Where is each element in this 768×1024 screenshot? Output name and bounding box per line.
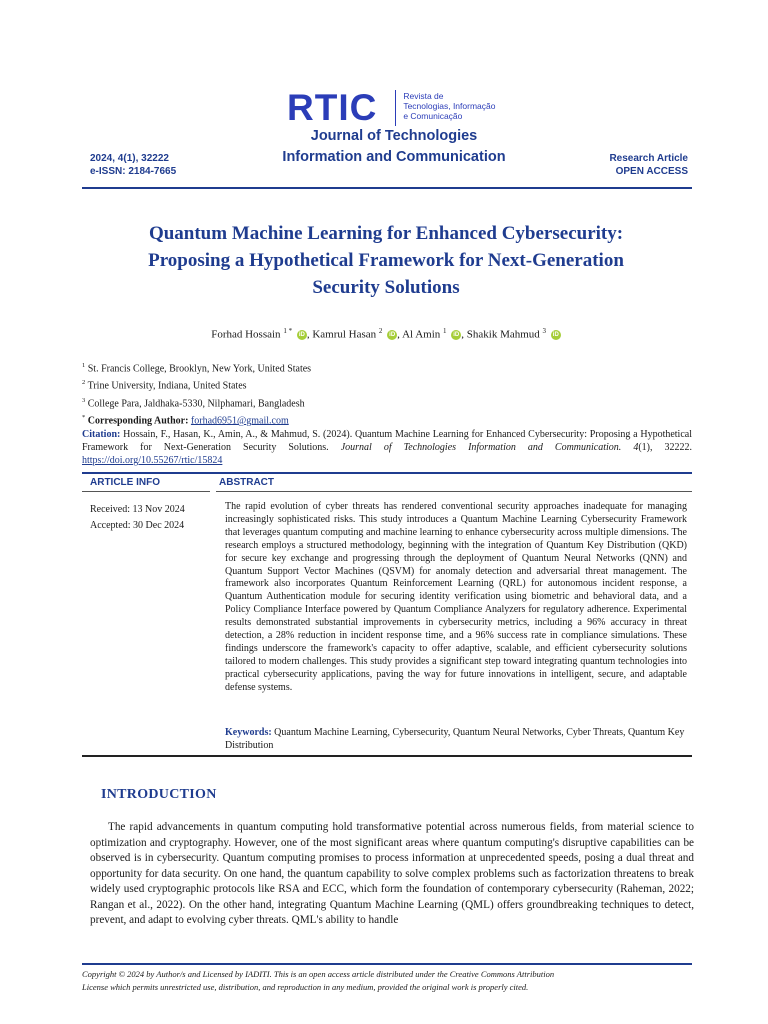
keywords <box>225 726 687 752</box>
logo-divider <box>395 90 396 126</box>
article-dates <box>90 502 185 534</box>
introduction-paragraph: The rapid advancements in quantum computing hold transformative potential across numerous fields, from material science to optimization and cryptography. However, one of the most significant areas where quantum computing's disruptive capabilities can be observed is in cybersecurity. Quantum computing promises to process information at unprecedented speeds, posing a dual threat and opportunity for data security. On one hand, the quantum capability to solve complex problems such as factorization threatens to break widely used cryptographic protocols like RSA and ECC, which form the foundation of contemporary cybersecurity (Raheman, 2022; Rangan et al., 2022). On the other hand, integrating Quantum Machine Learning (QML) offers groundbreaking techniques to detect, prevent, and adapt to evolving cyber threats. QML's ability to handle <box>90 821 694 926</box>
keywords-label: Keywords: <box>225 727 272 738</box>
citation-issue: (1), 32222. <box>638 442 692 453</box>
logo-tagline-line: Tecnologias, Informação <box>403 101 496 111</box>
journal-title-line: Journal of Technologies <box>310 128 478 144</box>
affiliation-marker: 2 <box>82 379 86 387</box>
footer-rule <box>82 963 692 965</box>
affiliation-item <box>82 376 311 393</box>
corresponding-marker: * <box>82 413 86 421</box>
header-rule <box>82 187 692 189</box>
journal-header <box>82 84 690 184</box>
copyright-notice <box>82 968 692 994</box>
title-line: Proposing a Hypothetical Framework for Next-Generation <box>148 250 624 271</box>
citation-label: Citation: <box>82 429 121 440</box>
corresponding-email-link[interactable]: forhad6951@gmail.com <box>190 415 289 427</box>
orcid-icon[interactable]: iD <box>453 332 460 339</box>
citation-journal: Journal of Technologies Information and Communication. <box>340 442 622 453</box>
affiliation-item <box>82 394 311 411</box>
citation-volume: 4 <box>633 442 639 453</box>
author-name: Forhad Hossain <box>211 328 281 341</box>
keywords-list: Quantum Machine Learning, Cybersecurity, Quantum Neural Networks, Cyber Threats, Quantum Key Distribution <box>225 727 685 751</box>
logo-tagline <box>403 91 495 121</box>
affiliation-text: Trine University, Indiana, United States <box>87 380 247 392</box>
volume-info: 2024, 4(1), 32222 <box>90 153 169 164</box>
info-heading-rule <box>82 491 210 492</box>
eissn-info: e-ISSN: 2184-7665 <box>90 166 177 177</box>
author-affil-marker: 1 <box>443 327 447 335</box>
author-list: Forhad Hossain $^{1 *}$ iD , Kamrul Hasan $^2$ iD , Al Amin $^1$ iD , Shakik Mahmud $^3$ iD <box>211 327 559 341</box>
orcid-icon[interactable]: iD <box>389 332 396 339</box>
copyright-line: Copyright © 2024 by Author/s and Licensed by IADITI. This is an open access article distributed under the Creative Commons Attribution <box>82 969 555 979</box>
logo-tagline-line: Revista de <box>403 91 444 101</box>
abstract-text: The rapid evolution of cyber threats has rendered conventional security approaches inadequate for managing increasingly sophisticated risks. This study introduces a Quantum Machine Learning Cybersecurity Framework that leverages quantum computing and machine learning to enhance cybersecurity across multiple dimensions. The research employs a structured methodology, beginning with the integration of Quantum Key Distribution (QKD) for secure key exchange and progressing through the deployment of Quantum Neural Networks (QNN) and Quantum Support Vector Machines (QSVM) for anomaly detection and adversarial threat management. The framework also incorporates Quantum Reinforcement Learning (QRL) for autonomous incident response, a Quantum Authentication module for securing identity verification using biometric and behavioral data, and a Policy Compliance Interface powered by Quantum Compliance Analyzers for regulatory adherence. Experimental results demonstrated substantial improvements in cybersecurity metrics, including a 96% accuracy in threat detection, a 28% reduction in incident response time, and a 96% success rate in compliance simulations. These findings underscore the framework's capacity to offer adaptive, scalable, and efficient cybersecurity solutions tailored to modern challenges. This study provides a significant step toward integrating quantum technologies into practical cybersecurity applications, paving the way for future innovations in intelligent, secure, and adaptable defense systems. <box>225 501 687 693</box>
issue-info <box>90 152 176 178</box>
doi-link[interactable]: https://doi.org/10.55267/rtic/15824 <box>82 455 223 466</box>
corresponding-author <box>82 411 311 428</box>
logo-mark: RTIC <box>287 87 378 128</box>
article-info-heading: ARTICLE INFO <box>90 477 160 488</box>
affiliation-item <box>82 359 311 376</box>
received-date: Received: 13 Nov 2024 <box>90 504 185 515</box>
title-line: Quantum Machine Learning for Enhanced Cybersecurity: <box>148 223 624 244</box>
info-top-rule <box>82 472 692 474</box>
accepted-date: Accepted: 30 Dec 2024 <box>90 520 185 531</box>
abstract-bottom-rule <box>82 755 692 757</box>
copyright-line: License which permits unrestricted use, distribution, and reproduction in any medium, provided the original work is properly cited. <box>82 982 529 992</box>
title-line: Security Solutions <box>312 277 460 298</box>
author-name: Shakik Mahmud <box>466 328 540 341</box>
author-name: Al Amin <box>402 328 441 341</box>
orcid-icon[interactable]: iD <box>552 332 559 339</box>
affiliation-marker: 1 <box>82 362 86 369</box>
journal-logo <box>287 88 495 128</box>
paper-title <box>82 220 690 301</box>
journal-title-line: Information and Communication <box>282 149 506 165</box>
journal-title <box>242 126 546 168</box>
affiliation-text: College Para, Jaldhaka-5330, Nilphamari, Bangladesh <box>87 397 305 409</box>
article-type-info <box>609 152 688 178</box>
affiliation-text: St. Francis College, Brooklyn, New York, United States <box>87 363 312 375</box>
abstract-heading-rule <box>216 491 692 492</box>
abstract-heading: ABSTRACT <box>219 477 274 488</box>
article-type: Research Article <box>609 153 688 164</box>
orcid-icon[interactable]: iD <box>298 332 305 339</box>
open-access-badge: OPEN ACCESS <box>615 166 688 177</box>
citation-block <box>82 428 692 467</box>
author-affil-marker: 2 <box>378 327 383 335</box>
affiliation-marker: 3 <box>82 396 86 404</box>
author-affil-marker: 3 <box>542 327 547 335</box>
corresponding-label: Corresponding Author: <box>87 415 189 427</box>
introduction-heading: INTRODUCTION <box>101 787 217 802</box>
author-name: Kamrul Hasan <box>312 328 377 341</box>
affiliations <box>82 359 311 428</box>
author-affil-marker: 1 * <box>283 327 293 335</box>
citation-text: Hossain, F., Hasan, K., Amin, A., & Mahmud, S. (2024). Quantum Machine Learning for Enhanced Cybersecurity: Proposing a Hypothetical Framework for Next-Generation Security Solutions. <box>82 429 692 453</box>
logo-tagline-line: e Comunicação <box>403 111 463 121</box>
